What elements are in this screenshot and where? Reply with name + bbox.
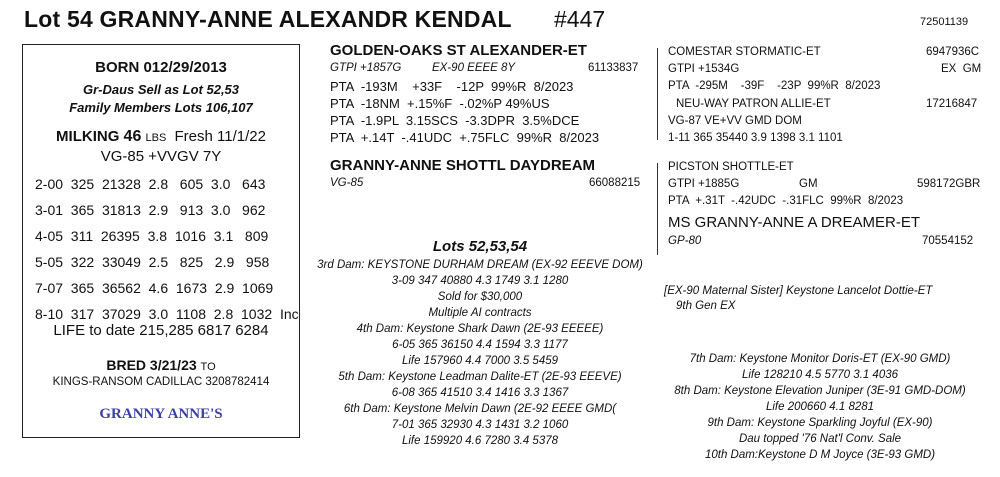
sire-pta-line: PTA +.14T -.41UDC +.75FLC 99%R 8/2023 bbox=[330, 130, 600, 145]
sire-gtpi: GTPI +1857G bbox=[330, 62, 402, 74]
sire-sire-reg: 6947936C bbox=[926, 46, 980, 58]
dam-name: GRANNY-ANNE SHOTTL DAYDREAM bbox=[330, 157, 596, 174]
granny-annes-logo: GRANNY ANNE'S bbox=[99, 406, 223, 422]
maternal-sister: [EX-90 Maternal Sister] Keystone Lancelot Dottie-ET bbox=[664, 285, 933, 297]
family-right-line: 8th Dam: Keystone Elevation Juniper (3E-91 GMD-DOM) bbox=[674, 385, 966, 397]
family-center-line: 3-09 347 40880 4.3 1749 3.1 1280 bbox=[391, 275, 569, 287]
lactation-record: 5-05 322 33049 2.5 825 2.9 958 bbox=[35, 254, 270, 270]
family-center-line: 3rd Dam: KEYSTONE DURHAM DREAM (EX-92 EEEVE DOM) bbox=[317, 259, 643, 271]
dam-dam-name: MS GRANNY-ANNE A DREAMER-ET bbox=[668, 214, 920, 231]
sire-sire-name: COMESTAR STORMATIC-ET bbox=[668, 46, 821, 58]
family-center-line: 7-01 365 32930 4.3 1431 3.2 1060 bbox=[391, 419, 569, 431]
sire-sire-pta: PTA -295M -39F -23P 99%R 8/2023 bbox=[668, 80, 881, 92]
sire-dam-record: 1-11 365 35440 3.9 1398 3.1 1101 bbox=[668, 132, 843, 144]
lot-title: Lot 54 GRANNY-ANNE ALEXANDR KENDAL bbox=[24, 6, 512, 32]
lot-number: #447 bbox=[554, 6, 606, 32]
lactation-record: 8-10 317 37029 3.0 1108 2.8 1032 Inc bbox=[35, 306, 299, 322]
sire-pta-line: PTA -1.9PL 3.15SCS -3.3DPR 3.5%DCE bbox=[330, 113, 580, 128]
lactation-record: 4-05 311 26395 3.8 1016 3.1 809 bbox=[35, 228, 269, 244]
sire-name: GOLDEN-OAKS ST ALEXANDER-ET bbox=[330, 42, 587, 59]
dam-classification: VG-85 bbox=[330, 177, 364, 189]
sire-pta-line: PTA -193M +33F -12P 99%R 8/2023 bbox=[330, 79, 574, 94]
family-lots-heading: Lots 52,53,54 bbox=[432, 238, 528, 255]
family-right-line: Life 200660 4.1 8281 bbox=[765, 401, 875, 413]
life-total: LIFE to date 215,285 6817 6284 bbox=[53, 322, 269, 339]
registration-number: 72501139 bbox=[920, 16, 969, 28]
pedigree-bracket bbox=[657, 48, 658, 140]
family-right-line: 7th Dam: Keystone Monitor Doris-ET (EX-90 GMD) bbox=[689, 353, 951, 365]
bred-to: TO bbox=[200, 361, 216, 373]
ninth-gen-note: 9th Gen EX bbox=[676, 300, 736, 312]
dam-sire-reg: 598172GBR bbox=[917, 178, 981, 190]
dam-dam-reg: 70554152 bbox=[922, 235, 974, 247]
fresh-date: Fresh 11/1/22 bbox=[174, 128, 266, 145]
sire-sire-gtpi: GTPI +1534G bbox=[668, 63, 740, 75]
lactation-record: 2-00 325 21328 2.8 605 3.0 643 bbox=[35, 176, 266, 192]
lactation-record: 7-07 365 36562 4.6 1673 2.9 1069 bbox=[35, 280, 274, 296]
milking-line bbox=[23, 128, 299, 146]
gr-daus-note: Gr-Daus Sell as Lot 52,53 bbox=[82, 82, 240, 97]
family-center-line: 5th Dam: Keystone Leadman Dalite-ET (2E-93 EEEVE) bbox=[338, 371, 622, 383]
classification: VG-85 +VVGV 7Y bbox=[100, 148, 222, 165]
family-center-line: Life 159920 4.6 7280 3.4 5378 bbox=[401, 435, 559, 447]
sire-dam-reg: 17216847 bbox=[926, 98, 978, 110]
sire-sire-codes: EX GM bbox=[941, 63, 982, 75]
dam-sire-code: GM bbox=[799, 178, 818, 190]
family-note: Family Members Lots 106,107 bbox=[69, 100, 253, 115]
family-center-line: 6-08 365 41510 3.4 1416 3.3 1367 bbox=[391, 387, 569, 399]
family-right-line: Life 128210 4.5 5770 3.1 4036 bbox=[741, 369, 899, 381]
dam-sire-pta: PTA +.31T -.42UDC -.31FLC 99%R 8/2023 bbox=[668, 195, 904, 207]
family-center-line: Multiple AI contracts bbox=[428, 307, 532, 319]
milking-unit: LBS bbox=[145, 132, 167, 144]
pedigree-bracket bbox=[657, 163, 658, 255]
family-right-line: 10th Dam:Keystone D M Joyce (3E-93 GMD) bbox=[704, 449, 936, 461]
family-center-line: 4th Dam: Keystone Shark Dawn (2E-93 EEEEE) bbox=[356, 323, 604, 335]
born-date: BORN 012/29/2013 bbox=[95, 59, 227, 76]
bred-sire: KINGS-RANSOM CADILLAC 3208782414 bbox=[52, 376, 270, 388]
dam-dam-class: GP-80 bbox=[668, 235, 702, 247]
lactation-record: 3-01 365 31813 2.9 913 3.0 962 bbox=[35, 202, 266, 218]
sire-dam-name: NEU-WAY PATRON ALLIE-ET bbox=[676, 98, 831, 110]
sire-dam-class: VG-87 VE+VV GMD DOM bbox=[668, 115, 802, 127]
milking-label: MILKING bbox=[56, 128, 120, 145]
family-center-line: 6-05 365 36150 4.4 1594 3.3 1177 bbox=[392, 339, 568, 351]
sire-reg: 61133837 bbox=[588, 62, 639, 74]
family-right-line: 9th Dam: Keystone Sparkling Joyful (EX-90) bbox=[707, 417, 933, 429]
dam-reg: 66088215 bbox=[589, 177, 641, 189]
dam-sire-name: PICSTON SHOTTLE-ET bbox=[668, 161, 794, 173]
cow-summary-box bbox=[22, 44, 300, 438]
milking-value: 46 bbox=[123, 128, 142, 145]
family-right-line: Dau topped '76 Nat'l Conv. Sale bbox=[738, 433, 902, 445]
bred-line bbox=[23, 357, 299, 373]
family-center-line: Life 157960 4.4 7000 3.5 5459 bbox=[401, 355, 559, 367]
dam-sire-gtpi: GTPI +1885G bbox=[668, 178, 740, 190]
sire-classification: EX-90 EEEE 8Y bbox=[432, 62, 516, 74]
family-center-line: Sold for $30,000 bbox=[437, 291, 523, 303]
family-center-line: 6th Dam: Keystone Melvin Dawn (2E-92 EEEE GMD( bbox=[343, 403, 617, 415]
sire-pta-line: PTA -18NM +.15%F -.02%P 49%US bbox=[330, 96, 550, 111]
bred-date: BRED 3/21/23 bbox=[106, 357, 197, 373]
